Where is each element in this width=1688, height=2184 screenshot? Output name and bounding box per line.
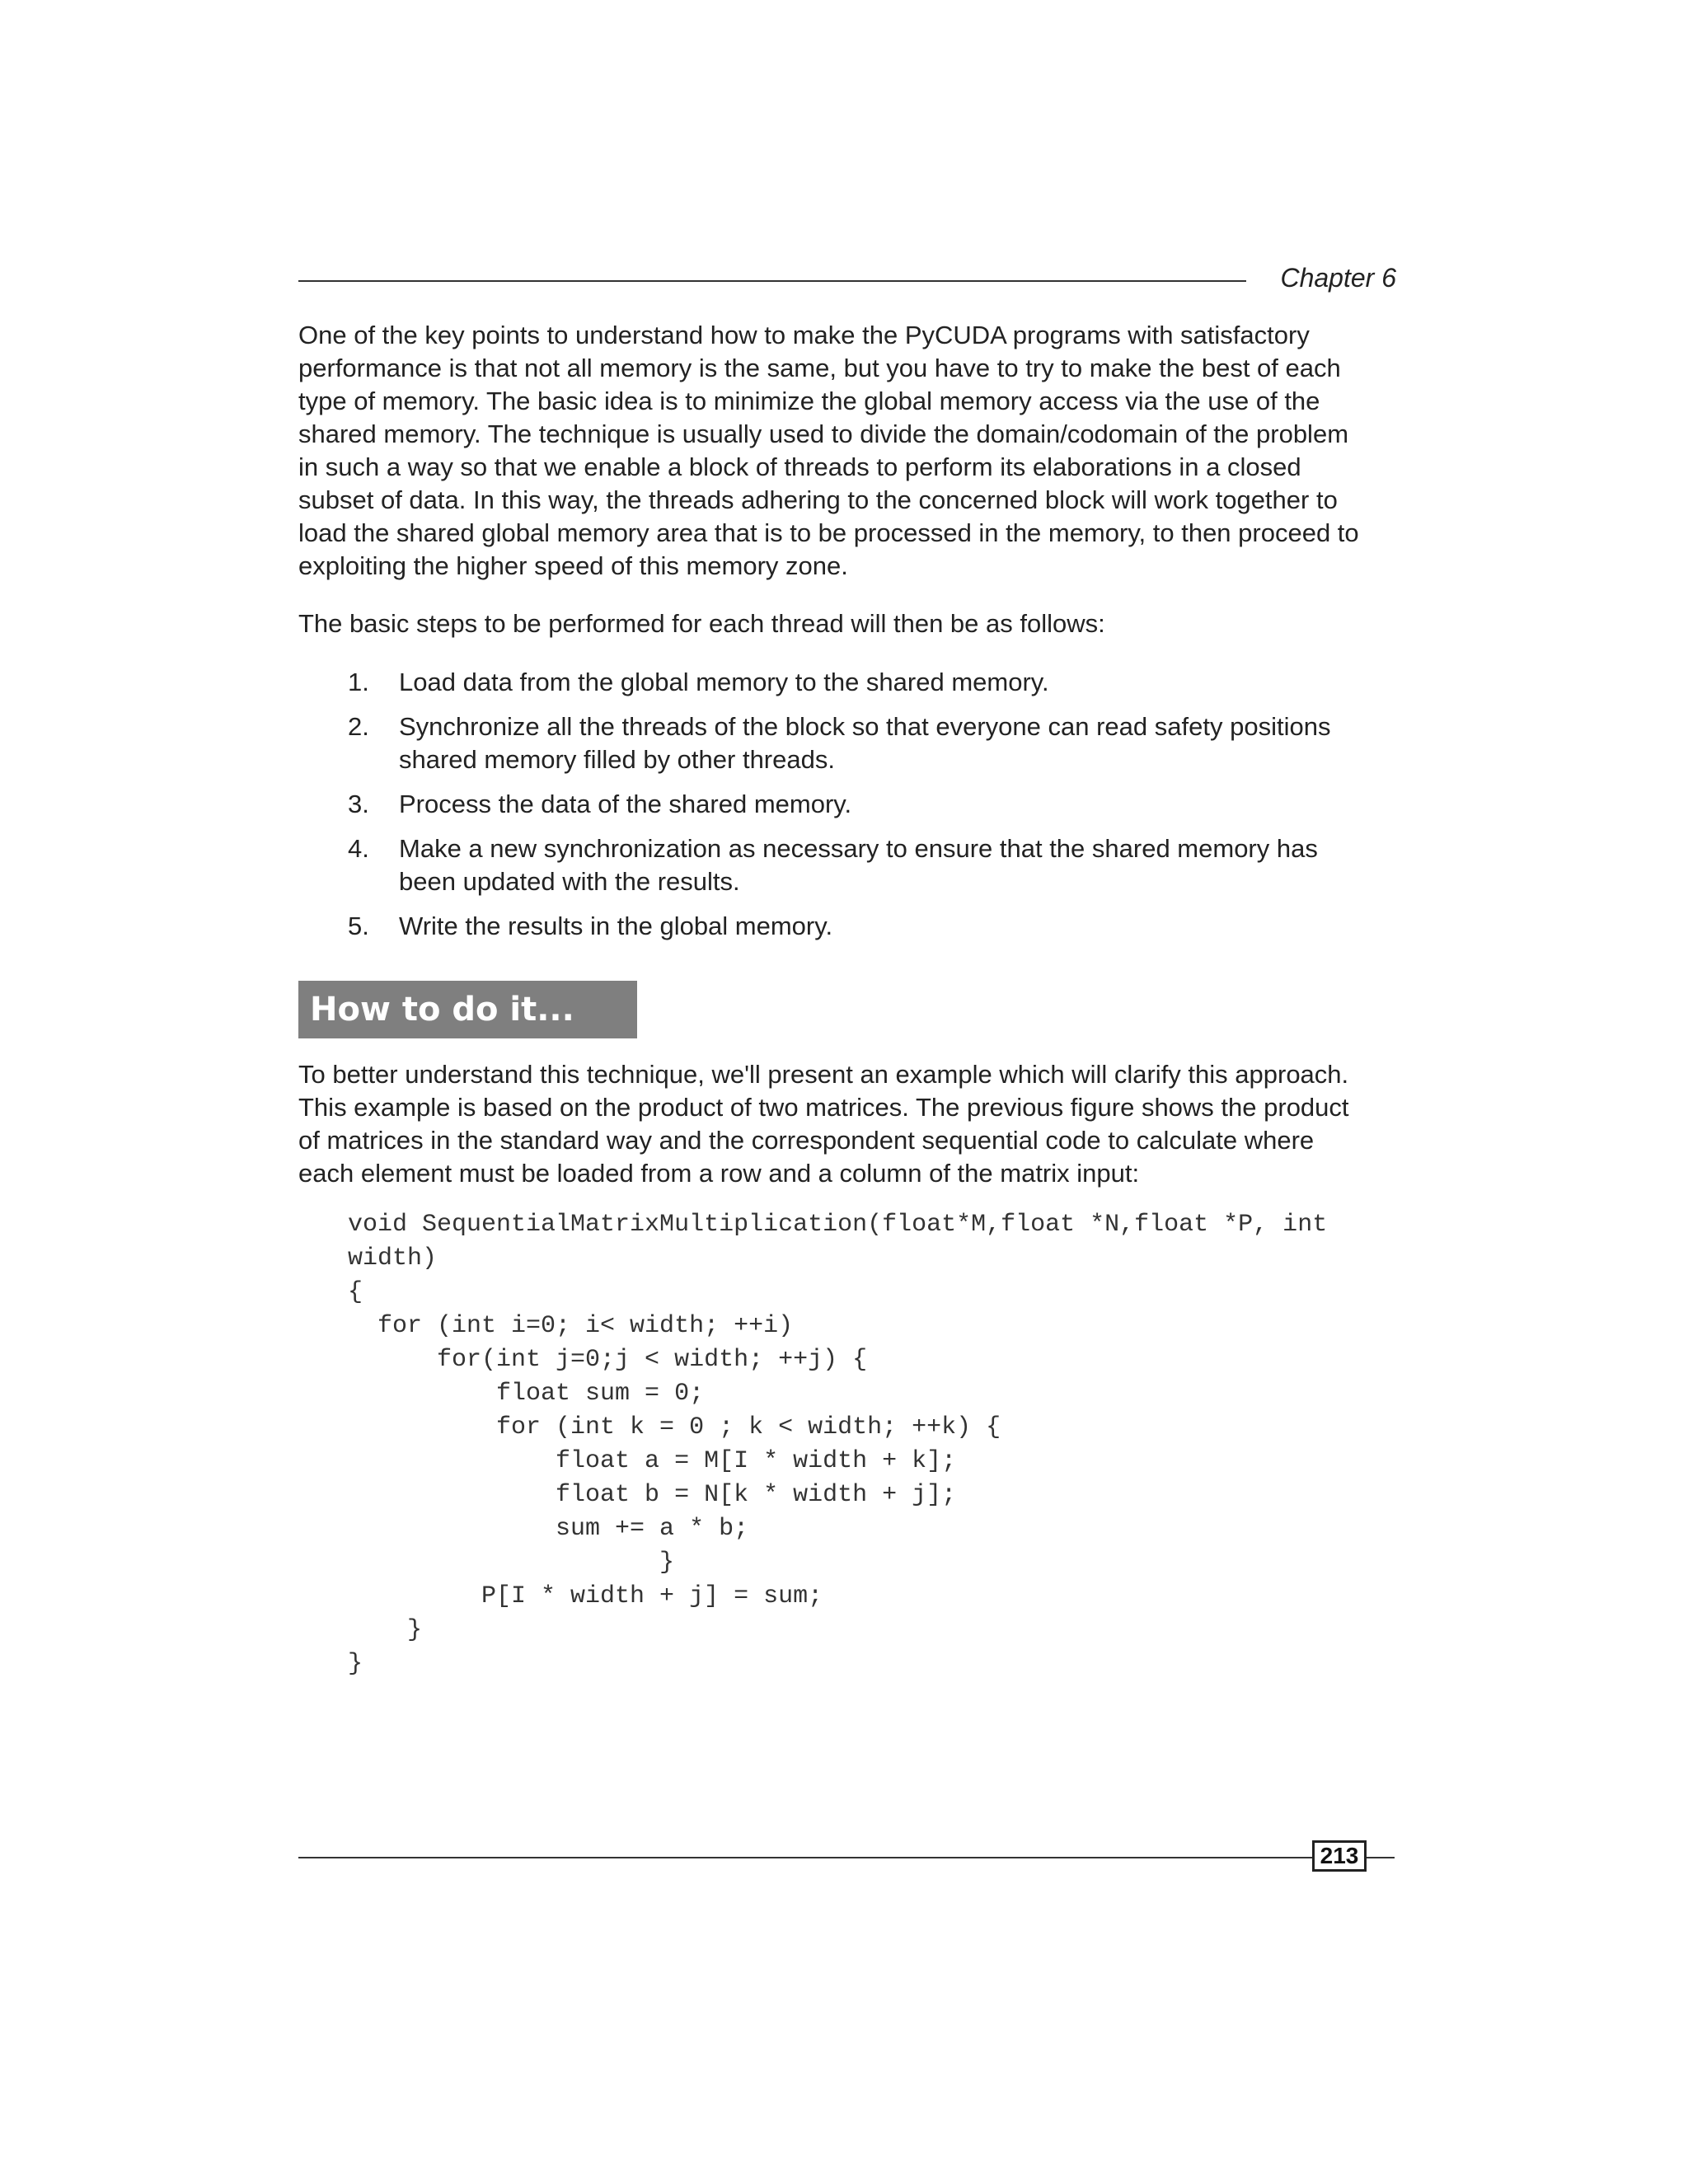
page-number: 213: [1312, 1840, 1367, 1872]
paragraph-line: To better understand this technique, we'll present an example which will clarify this approach.: [298, 1060, 1349, 1089]
steps-list: [298, 666, 1403, 954]
code-line: for (int i=0; i< width; ++i): [348, 1312, 794, 1340]
paragraph-line: performance is that not all memory is the same, but you have to try to make the best of each: [298, 354, 1341, 382]
list-item: [298, 910, 1403, 943]
code-line: for (int k = 0 ; k < width; ++k) {: [348, 1413, 1001, 1441]
list-item: [298, 832, 1403, 898]
step-line: Synchronize all the threads of the block so that everyone can read safety positions: [399, 712, 1331, 741]
section-heading: How to do it...: [298, 981, 637, 1038]
paragraph-line: One of the key points to understand how to make the PyCUDA programs with satisfactory: [298, 321, 1310, 349]
step-text: [399, 832, 1403, 898]
code-line: P[I * width + j] = sum;: [348, 1582, 823, 1610]
code-line: width): [348, 1244, 438, 1272]
code-line: float a = M[I * width + k];: [348, 1447, 957, 1475]
paragraph-line: This example is based on the product of two matrices. The previous figure shows the product: [298, 1093, 1349, 1122]
step-line: Make a new synchronization as necessary to ensure that the shared memory has: [399, 834, 1318, 863]
step-number: 5.: [348, 912, 369, 940]
list-item: [298, 710, 1403, 776]
paragraph-line: load the shared global memory area that is to be processed in the memory, to then proceed to: [298, 518, 1359, 547]
step-number: 2.: [348, 712, 369, 741]
step-line: Write the results in the global memory.: [399, 912, 833, 940]
code-line: float sum = 0;: [348, 1380, 705, 1408]
paragraph-line: shared memory. The technique is usually used to divide the domain/codomain of the problem: [298, 419, 1349, 448]
steps-lead: The basic steps to be performed for each thread will then be as follows:: [298, 609, 1105, 638]
code-line: void SequentialMatrixMultiplication(float*M,float *N,float *P, int: [348, 1211, 1328, 1239]
step-number: 4.: [348, 834, 369, 863]
step-text: [399, 788, 1403, 821]
code-line: }: [348, 1616, 423, 1644]
paragraph-line: each element must be loaded from a row and a column of the matrix input:: [298, 1159, 1140, 1188]
chapter-label: Chapter 6: [1280, 263, 1396, 293]
paragraph-line: type of memory. The basic idea is to minimize the global memory access via the use of the: [298, 387, 1320, 415]
code-line: {: [348, 1278, 363, 1306]
paragraph-line: exploiting the higher speed of this memory zone.: [298, 551, 848, 580]
step-text: [399, 710, 1403, 776]
code-line: }: [348, 1650, 363, 1678]
step-number: 3.: [348, 790, 369, 818]
step-text: [399, 666, 1403, 699]
step-text: [399, 910, 1403, 943]
step-line: shared memory filled by other threads.: [399, 745, 835, 774]
paragraph-line: in such a way so that we enable a block of threads to perform its elaborations in a closed: [298, 452, 1301, 481]
list-item: [298, 788, 1403, 821]
intro-paragraph: [298, 319, 1403, 583]
step-line: Load data from the global memory to the shared memory.: [399, 668, 1049, 696]
code-line: for(int j=0;j < width; ++j) {: [348, 1346, 868, 1374]
header-rule: [298, 280, 1246, 282]
howto-paragraph: [298, 1058, 1403, 1190]
step-line: been updated with the results.: [399, 867, 740, 896]
code-line: float b = N[k * width + j];: [348, 1481, 957, 1509]
code-line: sum += a * b;: [348, 1515, 749, 1543]
paragraph-line: of matrices in the standard way and the correspondent sequential code to calculate where: [298, 1126, 1315, 1155]
paragraph-line: subset of data. In this way, the threads adhering to the concerned block will work together to: [298, 485, 1338, 514]
step-number: 1.: [348, 668, 369, 696]
code-line: }: [348, 1549, 675, 1577]
step-line: Process the data of the shared memory.: [399, 790, 852, 818]
list-item: [298, 666, 1403, 699]
code-block: [348, 1208, 1327, 1681]
footer-rule: [298, 1857, 1395, 1858]
